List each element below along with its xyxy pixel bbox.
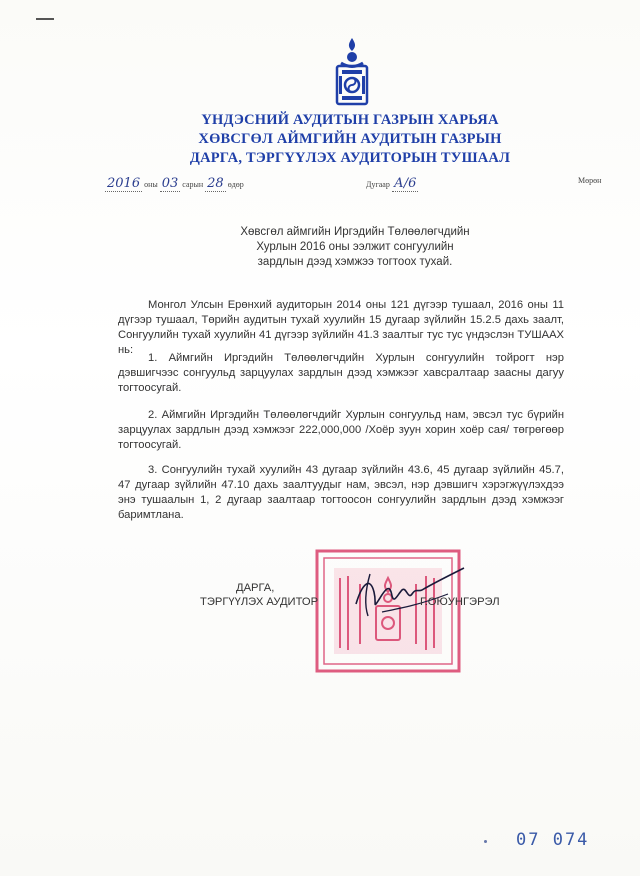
order-number-label: Дугаар	[366, 180, 390, 189]
date-month: 03	[161, 176, 179, 191]
header-line-2: ХӨВСГӨЛ АЙМГИЙН АУДИТЫН ГАЗРЫН	[198, 131, 502, 147]
order-subject	[200, 225, 510, 270]
subject-line-2: Хурлын 2016 оны ээлжит сонгуулийн	[256, 241, 454, 253]
document-number-stamp: 07 074	[516, 830, 590, 850]
place-label: Мөрөн	[578, 176, 602, 185]
date-month-suffix: сарын	[182, 180, 204, 189]
subject-line-3: зардлын дээд хэмжээ тогтоох тухай.	[257, 256, 453, 268]
handwritten-signature	[352, 564, 468, 618]
order-item-2: 2. Аймгийн Иргэдийн Төлөөлөгчдийг Хурлын сонгуульд нам, эвсэл тус бүрийн зарцуулах зардлын дээд хэмжээг 222,000,000 /Хоёр зуун хорин хоёр сая/ төгрөгөөр тогтоосугай.	[118, 409, 564, 451]
date-year-suffix: оны	[144, 180, 158, 189]
soyombo-emblem-icon	[329, 36, 375, 106]
document-header	[150, 111, 550, 168]
order-number-field	[366, 176, 418, 192]
order-number-value: А/6	[393, 176, 417, 191]
signatory-name: Г.ОЮУНГЭРЭЛ	[420, 596, 500, 608]
date-day-suffix: өдөр	[227, 180, 244, 189]
signature-title-2: ТЭРГҮҮЛЭХ АУДИТОР	[200, 596, 319, 608]
date-year: 2016	[107, 176, 141, 191]
date-field	[105, 176, 244, 192]
header-line-1: ҮНДЭСНИЙ АУДИТЫН ГАЗРЫН ХАРЬЯА	[201, 112, 499, 128]
date-day: 28	[207, 176, 224, 191]
ink-speck	[484, 840, 487, 843]
subject-line-1: Хөвсгөл аймгийн Иргэдийн Төлөөлөгчдийн	[240, 226, 470, 238]
signature-title-1: ДАРГА,	[236, 582, 275, 594]
order-item-3: 3. Сонгуулийн тухай хуулийн 43 дугаар зүйлийн 43.6, 45 дугаар зүйлийн 45.7, 47 дугаар зүйлийн 47.10 дахь заалтуудыг нам, эвсэл, нэр дэвшигч хэрэгжүүлэхдээ энэ тушаалын 1, 2 дугаар заалтаар тогтоосон сонгуулийн зардлын дээд хэмжээг баримтлана.	[118, 464, 564, 521]
corner-mark	[36, 18, 54, 20]
order-item-1: 1. Аймгийн Иргэдийн Төлөөлөгчдийн Хурлын сонгуулийн тойрогт нэр дэвшигчээс сонгуульд зарцуулах зардлын дээд хэмжээг хавсралтаар заасны дагуу тогтоосугай.	[118, 352, 564, 394]
header-line-3: ДАРГА, ТЭРГҮҮЛЭХ АУДИТОРЫН ТУШААЛ	[189, 150, 511, 166]
body-intro-paragraph: Монгол Улсын Ерөнхий аудиторын 2014 оны 121 дүгээр тушаал, 2016 оны 11 дүгээр тушаал, Төрийн аудитын тухай хуулийн 15 дугаар зүйлийн 15.2.5 дахь заалт, Сонгуулийн тухай хуулийн 41 дүгээр зүйлийн 41.3 заалтыг тус тус үндэслэн ТУШААХ нь:	[118, 299, 564, 356]
